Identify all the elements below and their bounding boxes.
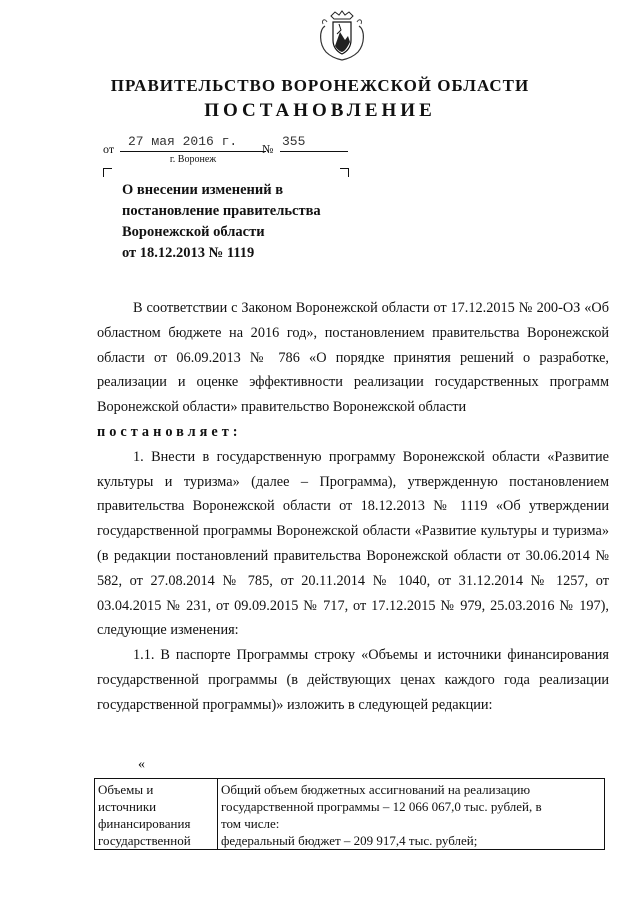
cell-line: том числе: xyxy=(221,816,280,831)
date-label: от xyxy=(103,142,115,156)
cell-line: Объемы и xyxy=(98,782,154,797)
cell-line: финансирования xyxy=(98,816,191,831)
document-number: 355 xyxy=(280,134,348,152)
resolution-word: постановляет: xyxy=(97,423,242,440)
issue-city: г. Воронеж xyxy=(169,154,217,165)
cell-line: Общий объем бюджетных ассигнований на реализацию xyxy=(221,782,531,797)
number-label: № xyxy=(262,142,274,156)
subject-line: постановление правительства xyxy=(122,203,321,219)
coat-of-arms-emblem xyxy=(317,10,367,62)
item-1-1-paragraph: 1.1. В паспорте Программы строку «Объемы и источники финансирования государственной программы (в действующих ценах каждого года реализации государственной программы)» изложить в следующей редакции: xyxy=(97,647,609,713)
subject-line: от 18.12.2013 № 1119 xyxy=(122,245,255,261)
cell-line: федеральный бюджет – 209 917,4 тыс. рублей; xyxy=(221,833,478,848)
document-type-title: ПОСТАНОВЛЕНИЕ xyxy=(204,100,436,121)
financing-table xyxy=(94,778,605,850)
document-subject xyxy=(122,180,321,264)
resolution-word-paragraph xyxy=(97,420,609,445)
document-date: 27 мая 2016 г. xyxy=(120,134,266,152)
cell-line: источники xyxy=(98,799,157,814)
preamble-paragraph xyxy=(97,296,609,420)
subject-bracket-left xyxy=(103,168,112,177)
cell-line: государственной xyxy=(98,833,191,848)
item-1-paragraph: 1. Внести в государственную программу Воронежской области «Развитие культуры и туризма» (далее – Программа), утвержденную постановлением правительства Воронежской области от 18.12.2013 № 1119 «Об утверждении государственной программы Воронежской области «Развитие культуры и туризма» (в редакции постановлений правительства Воронежской области от 30.06.2014 № 582, от 27.08.2014 № 785, от 20.11.2014 № 1040, от 31.12.2014 № 1257, от 03.04.2015 № 231, от 09.09.2015 № 717, от 17.12.2015 № 979, 25.03.2016 № 197), следующие изменения: xyxy=(97,448,609,639)
government-title: ПРАВИТЕЛЬСТВО ВОРОНЕЖСКОЙ ОБЛАСТИ xyxy=(110,76,530,95)
cell-line: государственной программы – 12 066 067,0 тыс. рублей, в xyxy=(221,799,542,814)
opening-quote-mark: « xyxy=(138,757,145,772)
subject-line: Воронежской области xyxy=(122,224,265,240)
preamble-text: В соответствии с Законом Воронежской области от 17.12.2015 № 200-ОЗ «Об областном бюджете на 2016 год», постановлением правительства Воронежской области от 06.09.2013 № 786 «О порядке принятия решений о разработке, реализации и оценке эффективности реализации государственных программ Воронежской области» правительство Воронежской области xyxy=(97,300,609,416)
table-cell-value xyxy=(218,779,605,850)
subject-line: О внесении изменений в xyxy=(122,182,284,198)
table-row xyxy=(95,779,605,850)
subject-bracket-right xyxy=(340,168,349,177)
document-body xyxy=(97,296,609,718)
table-cell-label xyxy=(95,779,218,850)
